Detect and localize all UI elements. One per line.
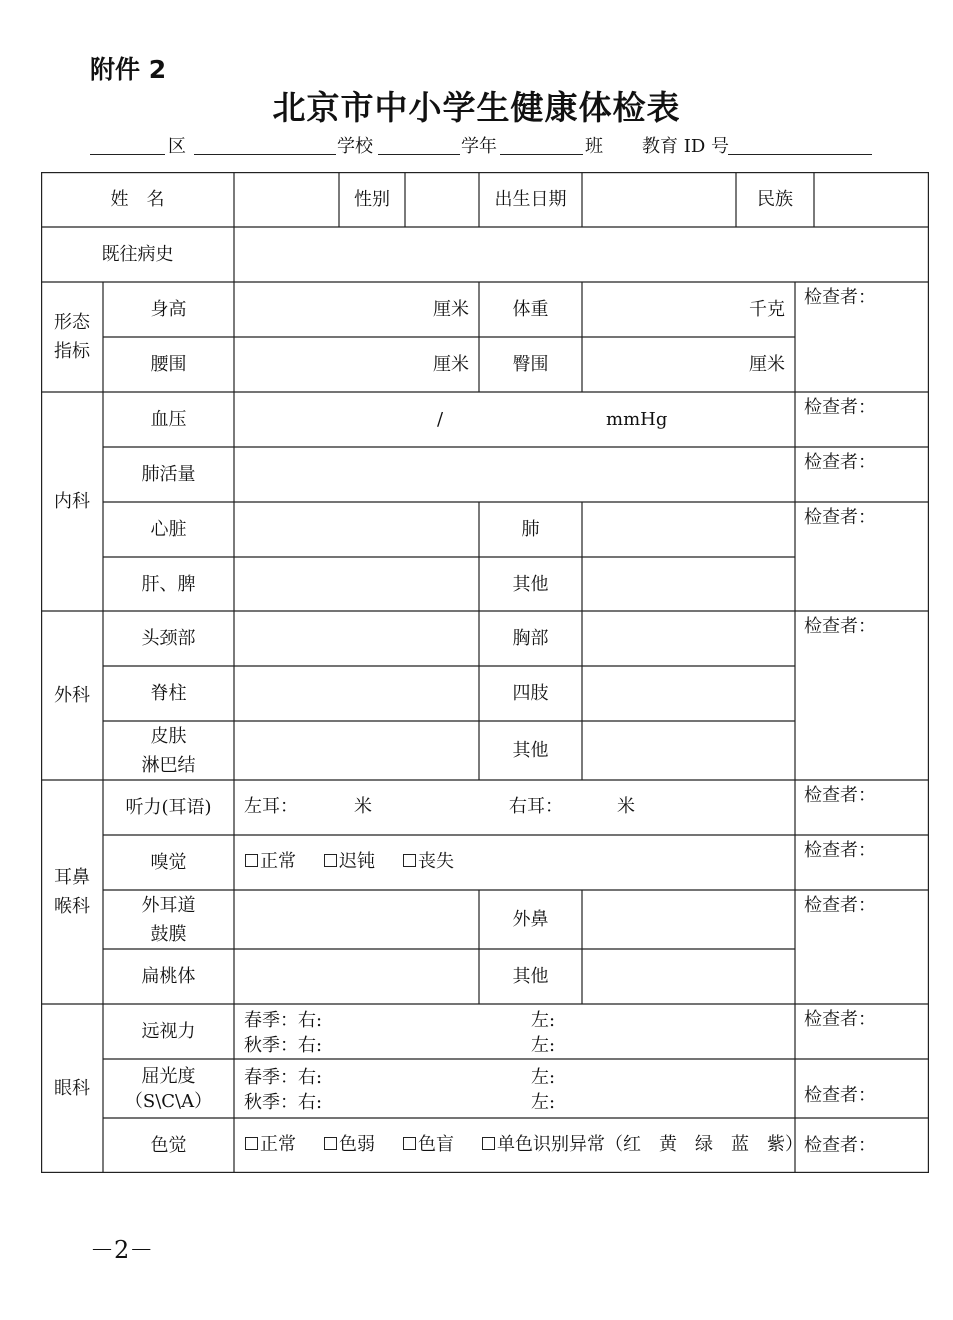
height-unit: 厘米	[433, 299, 469, 320]
surgery-group-label: 外科	[54, 685, 90, 706]
color-option-normal[interactable]: 正常	[245, 1134, 296, 1155]
school-blank[interactable]	[194, 154, 336, 155]
vision-spring-left[interactable]: 左:	[531, 1010, 556, 1031]
gender-label: 性别	[354, 189, 390, 210]
spine-field[interactable]	[234, 666, 479, 721]
hip-label: 臀围	[512, 354, 549, 375]
vital-capacity-checker: 检查者：	[804, 452, 876, 473]
name-label: 姓 名	[110, 189, 165, 210]
refraction-title: 屈光度	[141, 1065, 196, 1087]
smell-label: 嗅觉	[150, 852, 187, 873]
color-option-blind[interactable]: 色盲	[403, 1134, 454, 1155]
vital-capacity-field[interactable]	[234, 447, 795, 502]
birth-date-label: 出生日期	[494, 189, 567, 210]
school-year-label: 学年	[461, 136, 497, 157]
liver-spleen-label: 肝、脾	[141, 573, 196, 595]
refraction-spring-left[interactable]: 左:	[531, 1067, 556, 1088]
class-blank[interactable]	[500, 154, 583, 155]
smell-option-normal[interactable]: 正常	[245, 851, 296, 872]
color-option-monochrome[interactable]: 单色识别异常（红 黄 绿 蓝 紫）	[482, 1134, 803, 1155]
checkbox-icon	[245, 1137, 258, 1150]
nose-label: 外鼻	[512, 909, 549, 930]
color-vision-label: 色觉	[150, 1134, 187, 1156]
head-neck-field[interactable]	[234, 611, 479, 666]
smell-option-dull[interactable]: 迟钝	[324, 851, 375, 872]
skin-lymph-field[interactable]	[234, 721, 479, 780]
nose-field[interactable]	[582, 890, 795, 949]
left-ear-unit: 米	[354, 796, 372, 817]
surgery-other-field[interactable]	[582, 721, 795, 780]
liver-spleen-field[interactable]	[234, 557, 479, 611]
refraction-spring-right[interactable]: 春季：右:	[244, 1067, 323, 1088]
info-line	[90, 132, 872, 158]
eardrum-label: 鼓膜	[150, 923, 187, 945]
ent-checker: 检查者：	[804, 895, 876, 916]
name-field[interactable]	[234, 172, 339, 227]
lung-label: 肺	[521, 519, 540, 540]
school-label: 学校	[337, 136, 373, 157]
spine-label: 脊柱	[150, 683, 187, 704]
bp-field[interactable]	[234, 392, 795, 447]
refraction-sub: （S\C\A）	[124, 1090, 213, 1112]
heart-field[interactable]	[234, 502, 479, 557]
ear-canal-eardrum-label	[103, 890, 234, 949]
eye-group-label: 眼科	[54, 1077, 90, 1099]
weight-field[interactable]	[582, 282, 795, 337]
medical-history-field[interactable]	[234, 227, 929, 282]
height-label: 身高	[150, 299, 187, 320]
district-label: 区	[168, 136, 186, 157]
vision-autumn-left[interactable]: 左:	[531, 1035, 556, 1056]
checkbox-icon	[403, 854, 416, 867]
heart-label: 心脏	[150, 519, 187, 540]
vision-label: 远视力	[141, 1021, 196, 1042]
hearing-label: 听力(耳语)	[125, 797, 212, 818]
internal-group-label: 内科	[54, 491, 90, 512]
page-number: －2－	[90, 1236, 154, 1264]
attachment-label: 附件 2	[90, 55, 167, 84]
surgery-other-label: 其他	[512, 740, 549, 761]
height-field[interactable]	[234, 282, 479, 337]
tonsil-label: 扁桃体	[141, 966, 196, 987]
morphology-group-label: 形态指标	[54, 312, 90, 362]
waist-unit: 厘米	[433, 354, 469, 375]
internal-other-field[interactable]	[582, 557, 795, 611]
vital-capacity-label: 肺活量	[141, 464, 196, 485]
bp-checker: 检查者：	[804, 397, 876, 418]
right-ear-label: 右耳：	[509, 796, 563, 817]
checkbox-icon	[403, 1137, 416, 1150]
limbs-field[interactable]	[582, 666, 795, 721]
hip-unit: 厘米	[749, 354, 785, 375]
school-year-blank[interactable]	[378, 154, 460, 155]
vision-spring-right[interactable]: 春季：右:	[244, 1010, 323, 1031]
color-option-weak[interactable]: 色弱	[324, 1134, 375, 1155]
waist-label: 腰围	[150, 354, 187, 375]
morphology-checker: 检查者：	[804, 287, 876, 308]
head-neck-label: 头颈部	[141, 628, 196, 649]
internal-other-label: 其他	[512, 573, 549, 595]
refraction-autumn-right[interactable]: 秋季：右:	[244, 1092, 323, 1113]
ethnicity-label: 民族	[757, 189, 793, 210]
limbs-label: 四肢	[512, 683, 549, 704]
hearing-checker: 检查者：	[804, 785, 876, 806]
checkbox-icon	[324, 1137, 337, 1150]
weight-unit: 千克	[749, 299, 785, 320]
gender-field[interactable]	[405, 172, 479, 227]
birth-date-field[interactable]	[582, 172, 736, 227]
refraction-label	[103, 1059, 234, 1118]
weight-label: 体重	[512, 299, 549, 320]
surgery-checker: 检查者：	[804, 616, 876, 637]
checkbox-icon	[482, 1137, 495, 1150]
lymph-label: 淋巴结	[141, 754, 196, 776]
bp-unit: mmHg	[606, 409, 668, 430]
district-blank[interactable]	[90, 154, 165, 155]
waist-field[interactable]	[234, 337, 479, 392]
medical-history-label: 既往病史	[101, 244, 174, 265]
color-vision-checker: 检查者：	[804, 1135, 876, 1156]
vision-autumn-right[interactable]: 秋季：右:	[244, 1035, 323, 1056]
checkbox-icon	[245, 854, 258, 867]
lung-field[interactable]	[582, 502, 795, 557]
class-label: 班	[585, 136, 603, 157]
checkbox-icon	[324, 854, 337, 867]
color-vision-options	[245, 1132, 803, 1157]
ent-group-label: 耳鼻喉科	[54, 867, 90, 917]
left-ear-label: 左耳：	[244, 796, 298, 817]
edu-id-label: 教育 ID 号	[642, 136, 729, 157]
ethnicity-field[interactable]	[814, 172, 929, 227]
form-title: 北京市中小学生健康体检表	[272, 88, 681, 127]
ent-other-label: 其他	[512, 966, 549, 987]
ear-canal-label: 外耳道	[141, 894, 196, 916]
hip-field[interactable]	[582, 337, 795, 392]
smell-checker: 检查者：	[804, 840, 876, 861]
bp-separator: /	[437, 409, 444, 430]
skin-label: 皮肤	[150, 725, 187, 747]
ear-canal-field[interactable]	[234, 890, 479, 949]
chest-field[interactable]	[582, 611, 795, 666]
right-ear-unit: 米	[617, 796, 635, 817]
edu-id-blank[interactable]	[728, 154, 872, 155]
ent-other-field[interactable]	[582, 949, 795, 1004]
skin-lymph-label	[103, 721, 234, 780]
refraction-checker: 检查者：	[804, 1085, 876, 1106]
vision-checker: 检查者：	[804, 1009, 876, 1030]
bp-label: 血压	[150, 409, 187, 430]
refraction-autumn-left[interactable]: 左:	[531, 1092, 556, 1113]
chest-label: 胸部	[512, 628, 549, 649]
smell-options	[245, 849, 482, 874]
health-exam-form	[41, 172, 929, 1173]
tonsil-field[interactable]	[234, 949, 479, 1004]
smell-option-lost[interactable]: 丧失	[403, 851, 454, 872]
internal-checker: 检查者：	[804, 507, 876, 528]
